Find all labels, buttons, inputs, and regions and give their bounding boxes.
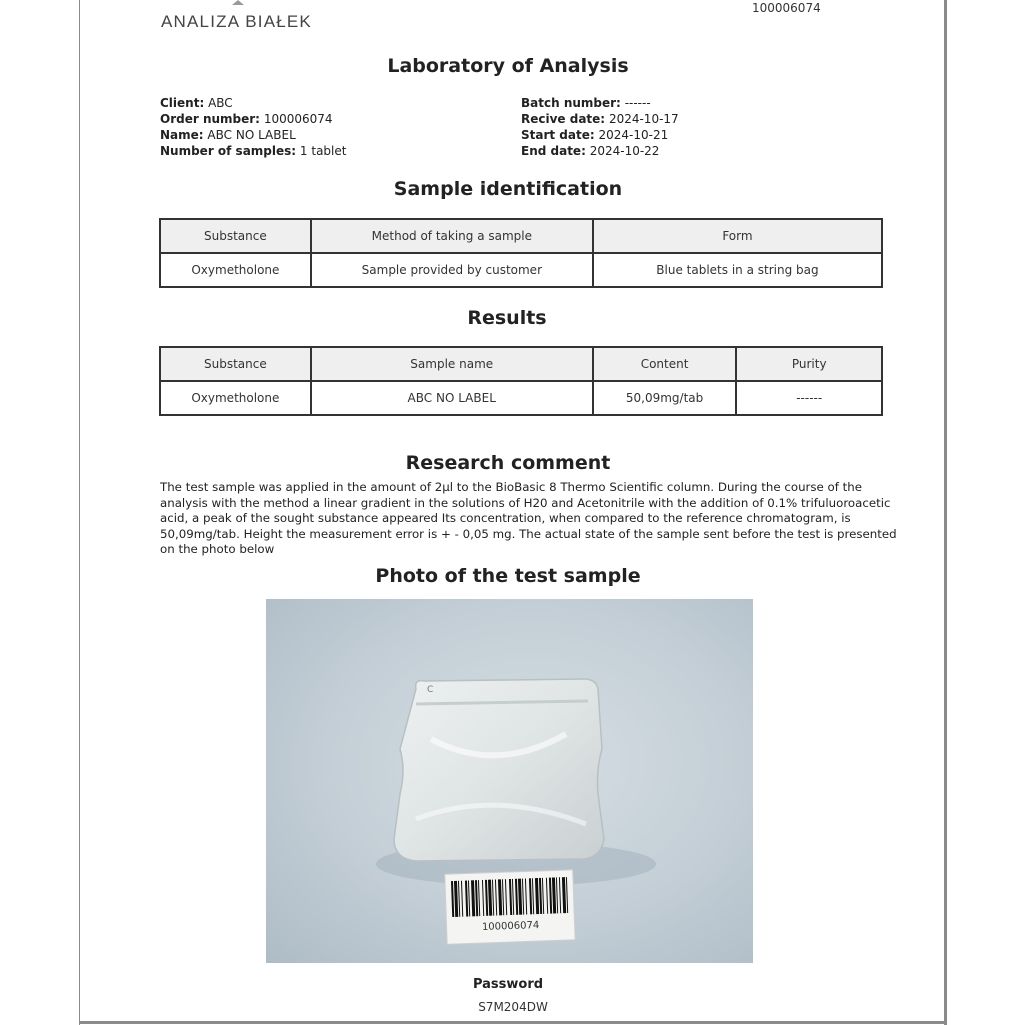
sample-photo-illustration bbox=[266, 599, 753, 963]
table-header-cell: Purity bbox=[736, 347, 882, 381]
table-row bbox=[160, 253, 882, 287]
research-comment-heading: Research comment bbox=[405, 452, 611, 474]
table-header-cell: Form bbox=[593, 219, 882, 253]
sample-identification-heading: Sample identification bbox=[393, 178, 623, 200]
meta-batch-number: Batch number: ------ bbox=[521, 96, 651, 110]
meta-name: Name: ABC NO LABEL bbox=[160, 128, 296, 142]
table-cell: Blue tablets in a string bag bbox=[593, 253, 882, 287]
table-cell: 50,09mg/tab bbox=[593, 381, 737, 415]
table-header-cell: Method of taking a sample bbox=[311, 219, 593, 253]
table-cell: ------ bbox=[736, 381, 882, 415]
order-reference: 100006074 bbox=[752, 1, 821, 15]
table-header-cell: Substance bbox=[160, 347, 311, 381]
bag-icon bbox=[394, 679, 604, 861]
barcode-label bbox=[445, 870, 575, 944]
results-heading: Results bbox=[467, 307, 547, 329]
bag-letter: C bbox=[427, 685, 434, 695]
sample-photo bbox=[266, 599, 753, 963]
table-cell: Oxymetholone bbox=[160, 253, 311, 287]
meta-receive-date: Recive date: 2024-10-17 bbox=[521, 112, 679, 126]
table-header-row bbox=[160, 347, 882, 381]
meta-client: Client: ABC bbox=[160, 96, 233, 110]
meta-number-of-samples: Number of samples: 1 tablet bbox=[160, 144, 347, 158]
password-label: Password bbox=[472, 977, 544, 992]
meta-order-number: Order number: 100006074 bbox=[160, 112, 333, 126]
results-table bbox=[159, 346, 883, 416]
sample-identification-table bbox=[159, 218, 883, 288]
meta-left bbox=[160, 95, 346, 159]
logo-mark bbox=[232, 0, 244, 5]
table-cell: Oxymetholone bbox=[160, 381, 311, 415]
photo-heading: Photo of the test sample bbox=[375, 565, 641, 587]
meta-start-date: Start date: 2024-10-21 bbox=[521, 128, 669, 142]
page-title: Laboratory of Analysis bbox=[387, 55, 629, 77]
barcode-number: 100006074 bbox=[481, 920, 540, 934]
table-cell: ABC NO LABEL bbox=[311, 381, 593, 415]
table-header-row bbox=[160, 219, 882, 253]
password-value: S7M204DW bbox=[478, 1000, 548, 1014]
research-comment-text: The test sample was applied in the amount of 2µl to the BioBasic 8 Thermo Scientific column. During the course of the analysis with the method a linear gradient in the solutions of H20 and Acetonitrile with the addition of 0.1% trifuluoroacetic acid, a peak of the sought substance appeared Its concentration, when compared to the reference chromatogram, is 50,09mg/tab. Height the measurement error is + - 0,05 mg. The actual state of the sample sent before the test is presented on the photo below bbox=[160, 480, 897, 556]
meta-end-date: End date: 2024-10-22 bbox=[521, 144, 660, 158]
logo: ANALIZA BIAŁEK bbox=[161, 12, 312, 31]
table-row bbox=[160, 381, 882, 415]
table-header-cell: Substance bbox=[160, 219, 311, 253]
table-header-cell: Content bbox=[593, 347, 737, 381]
meta-right bbox=[521, 95, 679, 159]
table-header-cell: Sample name bbox=[311, 347, 593, 381]
table-cell: Sample provided by customer bbox=[311, 253, 593, 287]
